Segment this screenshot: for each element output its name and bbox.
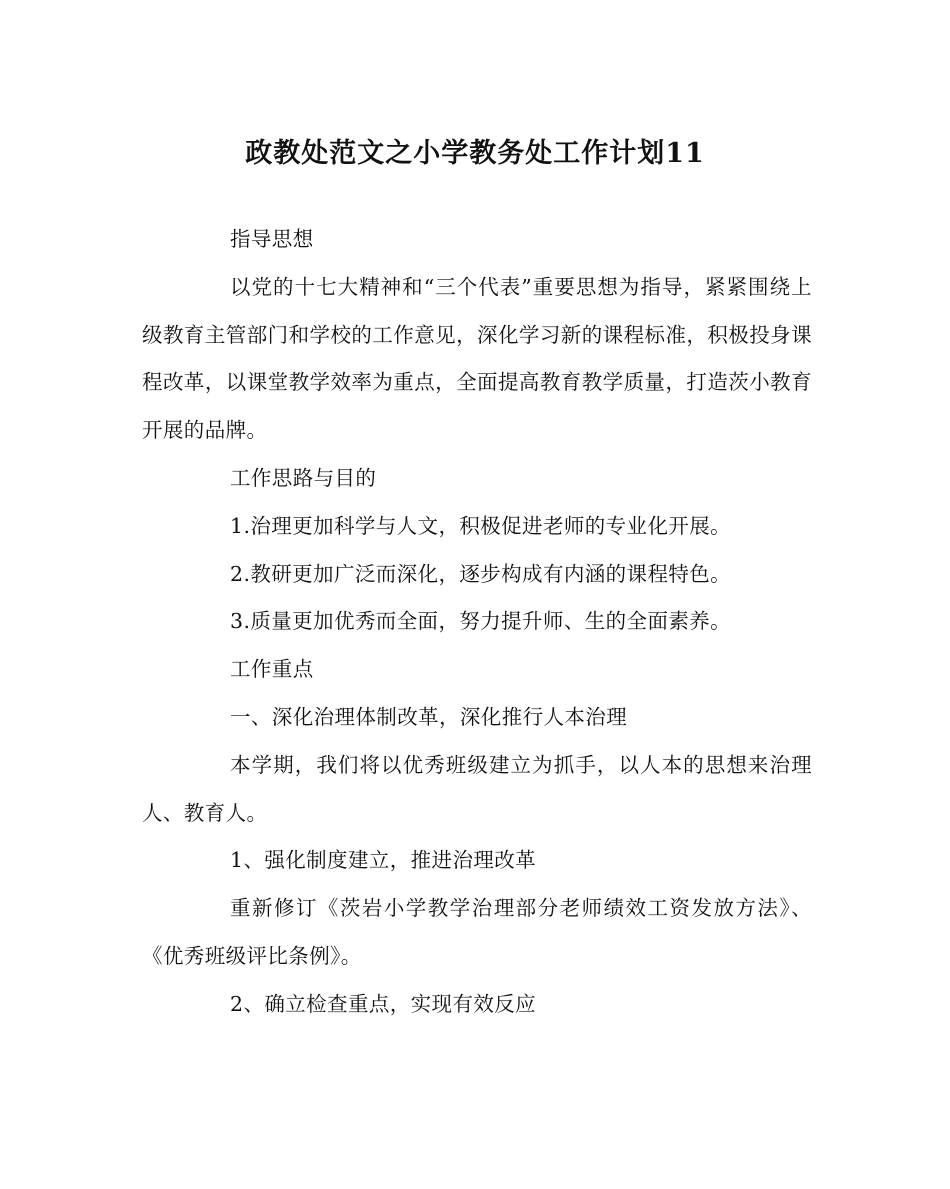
heading-guiding-ideology: 指导思想 bbox=[230, 227, 314, 251]
goal-item-3: 3.质量更加优秀而全面，努力提升师、生的全面素养。 bbox=[230, 609, 732, 634]
paragraph-revise-rules: 重新修订《茨岩小学教学治理部分老师绩效工资发放方法》、《优秀班级评比条例》。 bbox=[142, 896, 812, 968]
subheading-1: 1、强化制度建立，推进治理改革 bbox=[230, 848, 537, 873]
paragraph-semester-plan: 本学期，我们将以优秀班级建立为抓手，以人本的思想来治理人、教育人。 bbox=[142, 752, 812, 825]
paragraph-guiding-ideology: 以党的十七大精神和“三个代表”重要思想为指导，紧紧围绕上级教育主管部门和学校的工作意见，深化学习新的课程标准，积极投身课程改革，以课堂教学效率为重点，全面提高教育教学质量，打造茨小教育开展的品牌。 bbox=[142, 274, 812, 443]
document-body bbox=[142, 216, 812, 1029]
heading-work-focus: 工作重点 bbox=[230, 657, 314, 682]
heading-work-ideas-goals: 工作思路与目的 bbox=[230, 465, 377, 490]
goal-item-1: 1.治理更加科学与人文，积极促进老师的专业化开展。 bbox=[230, 513, 732, 538]
subheading-2: 2、确立检查重点，实现有效反应 bbox=[230, 991, 537, 1016]
document-title: 政教处范文之小学教务处工作计划11 bbox=[245, 138, 705, 169]
goal-item-2: 2.教研更加广泛而深化，逐步构成有内涵的课程特色。 bbox=[230, 561, 732, 586]
section-heading-1: 一、深化治理体制改革，深化推行人本治理 bbox=[230, 704, 628, 729]
